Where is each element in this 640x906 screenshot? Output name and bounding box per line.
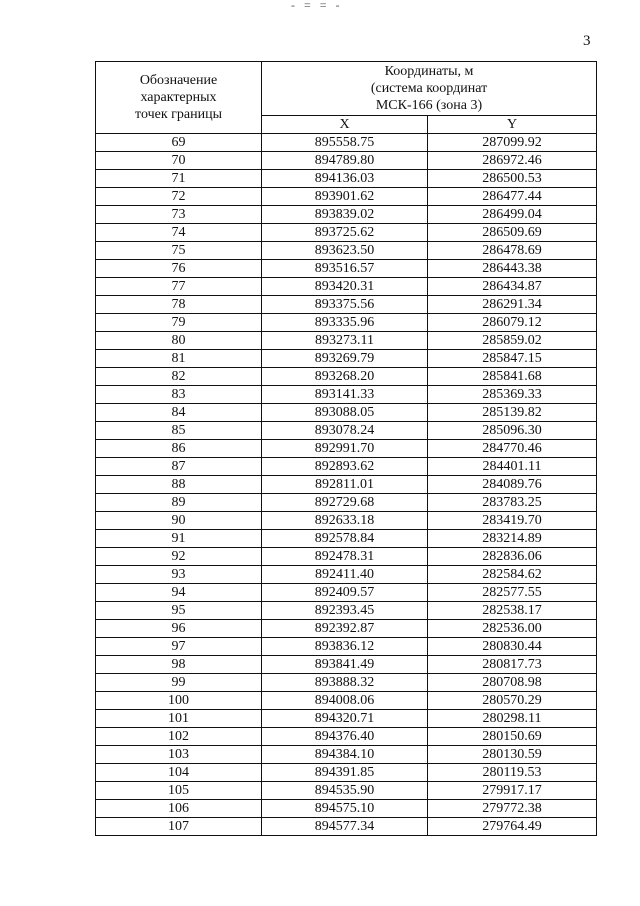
x-coordinate-cell: 893273.11: [262, 332, 428, 350]
y-coordinate-cell: 286499.04: [428, 206, 597, 224]
x-coordinate-cell: 892729.68: [262, 494, 428, 512]
point-number-cell: 86: [96, 440, 262, 458]
x-coordinate-cell: 893725.62: [262, 224, 428, 242]
y-coordinate-cell: 286478.69: [428, 242, 597, 260]
table-row: [96, 692, 597, 710]
point-number-cell: 102: [96, 728, 262, 746]
x-coordinate-cell: 893836.12: [262, 638, 428, 656]
table-row: [96, 512, 597, 530]
y-coordinate-cell: 286500.53: [428, 170, 597, 188]
x-coordinate-cell: 894384.10: [262, 746, 428, 764]
header-coords-line-2: (система координат: [370, 81, 488, 96]
x-coordinate-cell: 892578.84: [262, 530, 428, 548]
table-row: [96, 440, 597, 458]
x-coordinate-cell: 894535.90: [262, 782, 428, 800]
x-coordinate-cell: 892393.45: [262, 602, 428, 620]
y-coordinate-cell: 283783.25: [428, 494, 597, 512]
table-row: [96, 386, 597, 404]
point-number-cell: 107: [96, 818, 262, 836]
point-number-cell: 79: [96, 314, 262, 332]
table-row: [96, 332, 597, 350]
table-row: [96, 602, 597, 620]
point-number-cell: 90: [96, 512, 262, 530]
x-coordinate-cell: 892811.01: [262, 476, 428, 494]
x-coordinate-cell: 894575.10: [262, 800, 428, 818]
point-number-cell: 82: [96, 368, 262, 386]
table-row: [96, 458, 597, 476]
point-number-cell: 83: [96, 386, 262, 404]
y-coordinate-cell: 286079.12: [428, 314, 597, 332]
table-row: [96, 764, 597, 782]
y-coordinate-cell: 283419.70: [428, 512, 597, 530]
y-coordinate-cell: 280298.11: [428, 710, 597, 728]
table-row: [96, 818, 597, 836]
point-number-cell: 91: [96, 530, 262, 548]
point-number-cell: 106: [96, 800, 262, 818]
table-row: [96, 278, 597, 296]
x-coordinate-cell: 893516.57: [262, 260, 428, 278]
y-coordinate-cell: 286443.38: [428, 260, 597, 278]
y-coordinate-cell: 279917.17: [428, 782, 597, 800]
point-number-cell: 100: [96, 692, 262, 710]
x-coordinate-cell: 892893.62: [262, 458, 428, 476]
table-row: [96, 206, 597, 224]
x-coordinate-cell: 893901.62: [262, 188, 428, 206]
y-coordinate-cell: 280150.69: [428, 728, 597, 746]
header-designation-line-3: точек границы: [135, 107, 222, 122]
table-row: [96, 368, 597, 386]
point-number-cell: 73: [96, 206, 262, 224]
table-row: [96, 188, 597, 206]
header-coords-line-1: Координаты, м: [384, 64, 474, 79]
x-coordinate-cell: 892991.70: [262, 440, 428, 458]
table-row: [96, 260, 597, 278]
point-number-cell: 94: [96, 584, 262, 602]
point-number-cell: 78: [96, 296, 262, 314]
y-coordinate-cell: 286972.46: [428, 152, 597, 170]
table-row: [96, 782, 597, 800]
table-row: [96, 638, 597, 656]
header-coordinates: [262, 62, 597, 116]
y-coordinate-cell: 283214.89: [428, 530, 597, 548]
x-coordinate-cell: 894008.06: [262, 692, 428, 710]
y-coordinate-cell: 285859.02: [428, 332, 597, 350]
table-body: [96, 134, 597, 836]
y-coordinate-cell: 280570.29: [428, 692, 597, 710]
x-coordinate-cell: 894136.03: [262, 170, 428, 188]
y-coordinate-cell: 279764.49: [428, 818, 597, 836]
table-row: [96, 656, 597, 674]
y-coordinate-cell: 280130.59: [428, 746, 597, 764]
point-number-cell: 77: [96, 278, 262, 296]
header-x: X: [262, 116, 428, 134]
header-designation-line-2: характерных: [140, 90, 217, 105]
point-number-cell: 74: [96, 224, 262, 242]
point-number-cell: 101: [96, 710, 262, 728]
table-row: [96, 800, 597, 818]
page-top-marks: - = = -: [291, 0, 343, 12]
y-coordinate-cell: 280708.98: [428, 674, 597, 692]
point-number-cell: 97: [96, 638, 262, 656]
y-coordinate-cell: 286509.69: [428, 224, 597, 242]
table-row: [96, 170, 597, 188]
y-coordinate-cell: 285096.30: [428, 422, 597, 440]
x-coordinate-cell: 892633.18: [262, 512, 428, 530]
x-coordinate-cell: 892411.40: [262, 566, 428, 584]
point-number-cell: 85: [96, 422, 262, 440]
point-number-cell: 80: [96, 332, 262, 350]
y-coordinate-cell: 284401.11: [428, 458, 597, 476]
y-coordinate-cell: 286291.34: [428, 296, 597, 314]
table-row: [96, 134, 597, 152]
table-row: [96, 296, 597, 314]
x-coordinate-cell: 892409.57: [262, 584, 428, 602]
table-row: [96, 584, 597, 602]
y-coordinate-cell: 286434.87: [428, 278, 597, 296]
point-number-cell: 75: [96, 242, 262, 260]
y-coordinate-cell: 282577.55: [428, 584, 597, 602]
point-number-cell: 105: [96, 782, 262, 800]
point-number-cell: 87: [96, 458, 262, 476]
point-number-cell: 76: [96, 260, 262, 278]
x-coordinate-cell: 893839.02: [262, 206, 428, 224]
point-number-cell: 89: [96, 494, 262, 512]
table-row: [96, 710, 597, 728]
table-row: [96, 314, 597, 332]
table-row: [96, 350, 597, 368]
x-coordinate-cell: 893078.24: [262, 422, 428, 440]
point-number-cell: 93: [96, 566, 262, 584]
table-row: [96, 476, 597, 494]
y-coordinate-cell: 287099.92: [428, 134, 597, 152]
point-number-cell: 69: [96, 134, 262, 152]
x-coordinate-cell: 893141.33: [262, 386, 428, 404]
x-coordinate-cell: 894376.40: [262, 728, 428, 746]
point-number-cell: 104: [96, 764, 262, 782]
x-coordinate-cell: 893375.56: [262, 296, 428, 314]
y-coordinate-cell: 282536.00: [428, 620, 597, 638]
y-coordinate-cell: 282836.06: [428, 548, 597, 566]
point-number-cell: 81: [96, 350, 262, 368]
x-coordinate-cell: 895558.75: [262, 134, 428, 152]
table-row: [96, 242, 597, 260]
point-number-cell: 84: [96, 404, 262, 422]
table-row: [96, 224, 597, 242]
x-coordinate-cell: 893420.31: [262, 278, 428, 296]
x-coordinate-cell: 893269.79: [262, 350, 428, 368]
table-row: [96, 494, 597, 512]
point-number-cell: 88: [96, 476, 262, 494]
x-coordinate-cell: 894391.85: [262, 764, 428, 782]
page-number: 3: [583, 33, 591, 49]
y-coordinate-cell: 285841.68: [428, 368, 597, 386]
table-row: [96, 620, 597, 638]
header-point-designation: [96, 62, 262, 134]
x-coordinate-cell: 893888.32: [262, 674, 428, 692]
x-coordinate-cell: 894789.80: [262, 152, 428, 170]
point-number-cell: 98: [96, 656, 262, 674]
x-coordinate-cell: 893623.50: [262, 242, 428, 260]
x-coordinate-cell: 893268.20: [262, 368, 428, 386]
y-coordinate-cell: 286477.44: [428, 188, 597, 206]
header-y: Y: [428, 116, 597, 134]
table-row: [96, 728, 597, 746]
y-coordinate-cell: 280817.73: [428, 656, 597, 674]
point-number-cell: 103: [96, 746, 262, 764]
y-coordinate-cell: 285139.82: [428, 404, 597, 422]
point-number-cell: 95: [96, 602, 262, 620]
point-number-cell: 72: [96, 188, 262, 206]
table-row: [96, 566, 597, 584]
y-coordinate-cell: 282538.17: [428, 602, 597, 620]
header-coords-line-3: МСК-166 (зона 3): [375, 98, 483, 113]
x-coordinate-cell: 892478.31: [262, 548, 428, 566]
table-row: [96, 530, 597, 548]
x-coordinate-cell: 892392.87: [262, 620, 428, 638]
x-coordinate-cell: 893088.05: [262, 404, 428, 422]
boundary-coordinates-table: [95, 61, 597, 836]
x-coordinate-cell: 894320.71: [262, 710, 428, 728]
y-coordinate-cell: 285369.33: [428, 386, 597, 404]
y-coordinate-cell: 284770.46: [428, 440, 597, 458]
y-coordinate-cell: 279772.38: [428, 800, 597, 818]
table-row: [96, 152, 597, 170]
point-number-cell: 99: [96, 674, 262, 692]
y-coordinate-cell: 282584.62: [428, 566, 597, 584]
table-row: [96, 404, 597, 422]
table-row: [96, 746, 597, 764]
y-coordinate-cell: 280830.44: [428, 638, 597, 656]
table-row: [96, 674, 597, 692]
y-coordinate-cell: 285847.15: [428, 350, 597, 368]
point-number-cell: 96: [96, 620, 262, 638]
point-number-cell: 70: [96, 152, 262, 170]
point-number-cell: 71: [96, 170, 262, 188]
x-coordinate-cell: 894577.34: [262, 818, 428, 836]
y-coordinate-cell: 280119.53: [428, 764, 597, 782]
table-row: [96, 548, 597, 566]
x-coordinate-cell: 893841.49: [262, 656, 428, 674]
y-coordinate-cell: 284089.76: [428, 476, 597, 494]
x-coordinate-cell: 893335.96: [262, 314, 428, 332]
header-designation-line-1: Обозначение: [139, 73, 218, 88]
point-number-cell: 92: [96, 548, 262, 566]
table-row: [96, 422, 597, 440]
